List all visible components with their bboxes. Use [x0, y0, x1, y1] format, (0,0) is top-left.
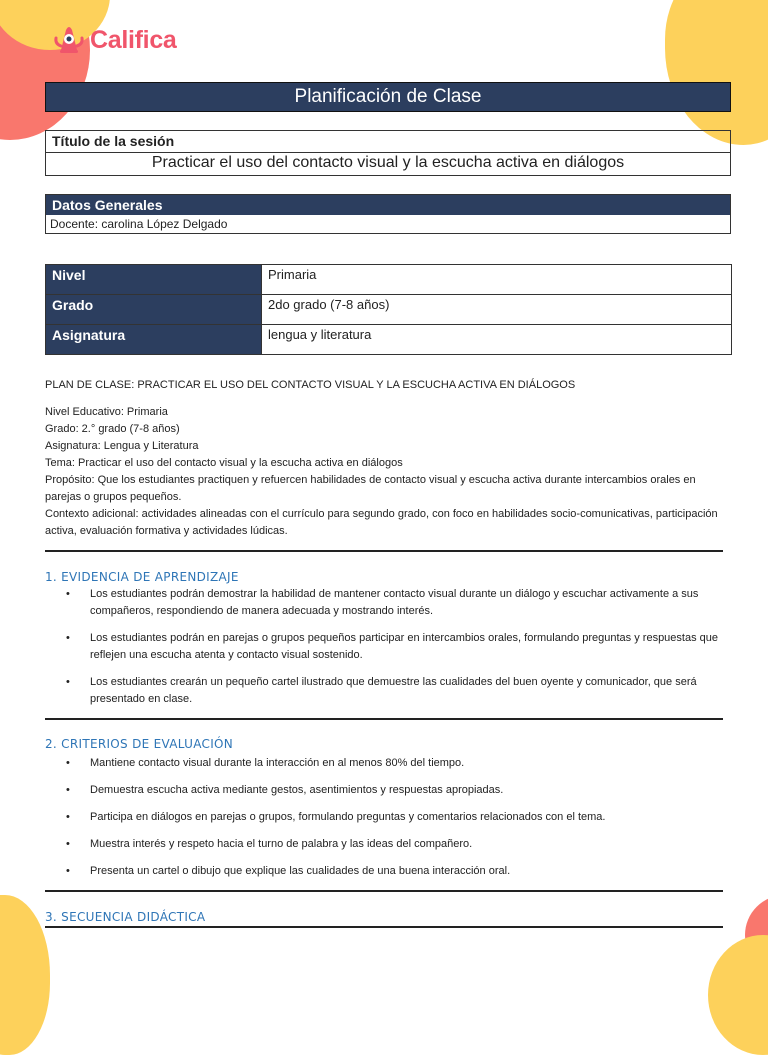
- list-item: • Muestra interés y respeto hacia el turno de palabra y las ideas del compañero.: [66, 838, 473, 850]
- list-item-text: Muestra interés y respeto hacia el turno de palabra y las ideas del compañero.: [90, 838, 473, 850]
- list-item: • Presenta un cartel o dibujo que explique las cualidades de una buena interacción oral.: [66, 865, 511, 877]
- list-item-text: Demuestra escucha activa mediante gestos, asentimientos y respuestas apropiadas.: [90, 784, 504, 796]
- plan-line: Asignatura: Lengua y Literatura: [45, 440, 199, 452]
- table-row: [46, 265, 732, 295]
- plan-line: Tema: Practicar el uso del contacto visual y la escucha activa en diálogos: [45, 457, 403, 469]
- section-heading: 3. SECUENCIA DIDÁCTICA: [45, 910, 206, 924]
- section-heading: 2. CRITERIOS DE EVALUACIÓN: [45, 737, 234, 751]
- plan-metadata: [45, 404, 725, 540]
- table-row: [46, 295, 732, 325]
- info-value: lengua y literatura: [262, 325, 732, 355]
- section-divider: [45, 926, 723, 928]
- plan-line: Nivel Educativo: Primaria: [45, 406, 168, 418]
- info-value: 2do grado (7-8 años): [262, 295, 732, 325]
- general-data-heading: Datos Generales: [46, 195, 730, 215]
- list-item-text: Mantiene contacto visual durante la interacción en al menos 80% del tiempo.: [90, 757, 465, 769]
- session-title-value: Practicar el uso del contacto visual y la escucha activa en diálogos: [151, 154, 625, 171]
- list-item: • Demuestra escucha activa mediante gestos, asentimientos y respuestas apropiadas.: [66, 784, 504, 796]
- list-item-text: Participa en diálogos en parejas o grupos, formulando preguntas y comentarios relacionados con el tema.: [90, 811, 606, 823]
- info-value: Primaria: [262, 265, 732, 295]
- section-divider: [45, 718, 723, 720]
- list-item-text: Los estudiantes podrán en parejas o grupos pequeños participar en intercambios orales, formulando preguntas y respuestas que reflejen una escucha atenta y contacto visual sostenido.: [90, 632, 719, 661]
- info-key: Grado: [46, 295, 262, 325]
- list-item: • Mantiene contacto visual durante la interacción en al menos 80% del tiempo.: [66, 757, 465, 769]
- plan-line: Propósito: Que los estudiantes practiquen y refuercen habilidades de contacto visual y escucha activa durante intercambios orales en parejas o grupos pequeños.: [45, 474, 696, 503]
- list-item: • Participa en diálogos en parejas o grupos, formulando preguntas y comentarios relacionados con el tema.: [66, 811, 606, 823]
- session-title-label: Título de la sesión: [46, 131, 730, 153]
- teacher-name: Docente: carolina López Delgado: [50, 217, 228, 231]
- plan-line: Grado: 2.° grado (7-8 años): [45, 423, 180, 435]
- list-item-text: Los estudiantes crearán un pequeño cartel ilustrado que demuestre las cualidades del buen oyente y comunicador, que será presentado en clase.: [90, 676, 697, 705]
- table-row: [46, 325, 732, 355]
- list-item-text: Presenta un cartel o dibujo que explique las cualidades de una buena interacción oral.: [90, 865, 511, 877]
- decorative-blob-bottom-left: [0, 895, 50, 1055]
- list-item-text: Los estudiantes podrán demostrar la habilidad de mantener contacto visual durante un diálogo y escuchar activamente a sus compañeros, respondiendo de manera adecuada y mostrando interés.: [90, 588, 699, 617]
- info-key: Asignatura: [46, 325, 262, 355]
- decorative-blob-bottom-right-yellow: [708, 935, 768, 1055]
- info-table: [45, 264, 732, 355]
- criteria-list: [45, 755, 725, 880]
- section-divider: [45, 890, 723, 892]
- general-data-box: [45, 194, 731, 234]
- evidence-list: [45, 586, 725, 708]
- plan-title: PLAN DE CLASE: PRACTICAR EL USO DEL CONTACTO VISUAL Y LA ESCUCHA ACTIVA EN DIÁLOGOS: [45, 379, 576, 391]
- info-key: Nivel: [46, 265, 262, 295]
- califica-mascot-icon: [52, 24, 86, 56]
- session-title-box: [45, 130, 731, 176]
- brand-name: Califica: [90, 25, 177, 54]
- list-item: • Los estudiantes podrán demostrar la habilidad de mantener contacto visual durante un diálogo y escuchar activamente a sus compañeros, respondiendo de manera adecuada y mostrando interés.: [66, 588, 699, 617]
- document-page: [45, 82, 731, 355]
- list-item: • Los estudiantes crearán un pequeño cartel ilustrado que demuestre las cualidades del buen oyente y comunicador, que será presentado en clase.: [66, 676, 697, 705]
- section-divider: [45, 550, 723, 552]
- section-heading: 1. EVIDENCIA DE APRENDIZAJE: [45, 570, 239, 584]
- brand-logo: [52, 24, 177, 56]
- list-item: • Los estudiantes podrán en parejas o grupos pequeños participar en intercambios orales, formulando preguntas y respuestas que reflejen una escucha atenta y contacto visual sostenido.: [66, 632, 719, 661]
- plan-line: Contexto adicional: actividades alineadas con el currículo para segundo grado, con foco en habilidades socio-comunicativas, participación activa, evaluación formativa y actividades lúdicas.: [45, 508, 718, 537]
- page-title: Planificación de Clase: [45, 82, 731, 112]
